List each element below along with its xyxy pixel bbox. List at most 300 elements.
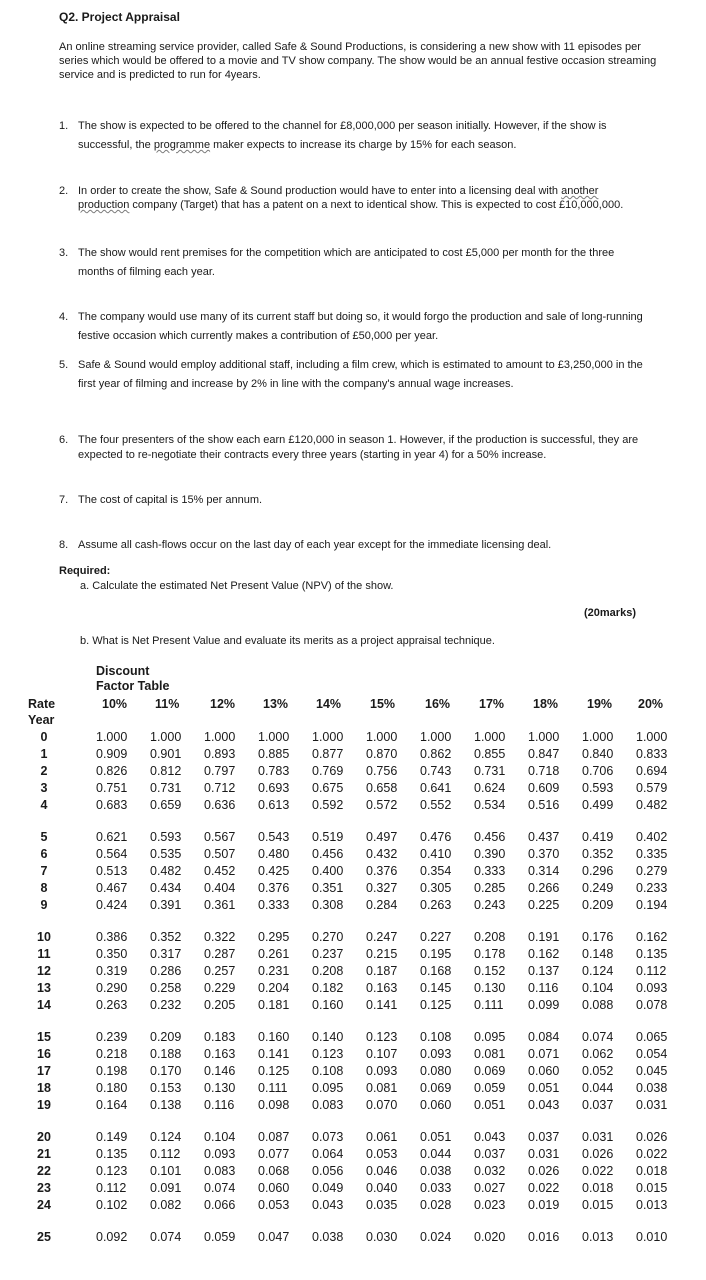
discount-factor-cell: 0.636 bbox=[204, 798, 236, 812]
discount-factor-cell: 0.257 bbox=[204, 964, 236, 978]
discount-factor-cell: 0.082 bbox=[150, 1198, 182, 1212]
year-label: 23 bbox=[37, 1181, 51, 1195]
question-text: In order to create the show, Safe & Sound production would have to enter into a licensing deal with another production company (Target) that has a patent on a next to identical show. This is expected to cost £10,000,000. bbox=[78, 185, 624, 211]
discount-factor-cell: 0.432 bbox=[366, 847, 398, 861]
required-label: Required: bbox=[59, 565, 111, 577]
discount-factor-cell: 0.885 bbox=[258, 747, 290, 761]
discount-factor-cell: 0.093 bbox=[366, 1064, 398, 1078]
discount-factor-cell: 0.054 bbox=[636, 1047, 668, 1061]
discount-factor-cell: 0.141 bbox=[258, 1047, 290, 1061]
discount-factor-cell: 0.112 bbox=[150, 1147, 181, 1161]
discount-factor-cell: 0.140 bbox=[312, 1030, 344, 1044]
year-label: 8 bbox=[40, 881, 48, 895]
discount-factor-cell: 0.107 bbox=[366, 1047, 398, 1061]
discount-factor-cell: 0.019 bbox=[528, 1198, 560, 1212]
discount-factor-cell: 0.694 bbox=[636, 764, 668, 778]
discount-factor-cell: 0.279 bbox=[636, 864, 668, 878]
discount-factor-cell: 0.051 bbox=[420, 1130, 452, 1144]
discount-factor-cell: 0.037 bbox=[528, 1130, 560, 1144]
discount-factor-cell: 0.497 bbox=[366, 830, 398, 844]
discount-factor-cell: 0.022 bbox=[636, 1147, 668, 1161]
discount-factor-cell: 0.180 bbox=[96, 1081, 128, 1095]
discount-factor-cell: 0.145 bbox=[420, 981, 452, 995]
discount-factor-cell: 0.247 bbox=[366, 930, 398, 944]
discount-factor-cell: 0.104 bbox=[204, 1130, 236, 1144]
discount-factor-cell: 0.111 bbox=[258, 1081, 288, 1095]
question-text: Safe & Sound would employ additional staff, including a film crew, which is estimated to amount to £3,250,000 in the first year of filming and increase by 2% in line with the company's annual wage increases. bbox=[78, 359, 643, 390]
discount-factor-cell: 0.051 bbox=[474, 1098, 506, 1112]
rate-column-header: 11% bbox=[155, 697, 180, 711]
discount-factor-cell: 0.084 bbox=[528, 1030, 560, 1044]
discount-factor-cell: 0.543 bbox=[258, 830, 290, 844]
discount-factor-cell: 0.163 bbox=[204, 1047, 236, 1061]
discount-factor-cell: 0.116 bbox=[528, 981, 559, 995]
rate-column-header: 15% bbox=[370, 697, 396, 711]
rate-column-header: 17% bbox=[479, 697, 505, 711]
discount-factor-cell: 0.088 bbox=[582, 998, 614, 1012]
discount-factor-cell: 0.243 bbox=[474, 898, 506, 912]
discount-factor-cell: 0.135 bbox=[636, 947, 668, 961]
discount-factor-cell: 0.613 bbox=[258, 798, 290, 812]
rate-column-header: 14% bbox=[316, 697, 342, 711]
discount-factor-cell: 0.059 bbox=[474, 1081, 506, 1095]
discount-factor-cell: 0.040 bbox=[366, 1181, 398, 1195]
year-header: Year bbox=[28, 713, 55, 727]
discount-factor-cell: 0.718 bbox=[528, 764, 560, 778]
discount-factor-cell: 0.091 bbox=[150, 1181, 182, 1195]
discount-factor-cell: 0.178 bbox=[474, 947, 506, 961]
discount-factor-cell: 0.209 bbox=[582, 898, 614, 912]
discount-factor-cell: 0.476 bbox=[420, 830, 452, 844]
discount-factor-cell: 0.519 bbox=[312, 830, 344, 844]
discount-factor-cell: 0.069 bbox=[420, 1081, 452, 1095]
discount-factor-cell: 0.693 bbox=[258, 781, 290, 795]
discount-factor-cell: 0.070 bbox=[366, 1098, 398, 1112]
discount-factor-cell: 0.507 bbox=[204, 847, 236, 861]
discount-factor-cell: 0.391 bbox=[150, 898, 182, 912]
discount-factor-cell: 0.087 bbox=[258, 1130, 290, 1144]
discount-factor-cell: 0.743 bbox=[420, 764, 452, 778]
year-label: 24 bbox=[37, 1198, 51, 1212]
discount-factor-cell: 0.194 bbox=[636, 898, 668, 912]
discount-factor-cell: 0.870 bbox=[366, 747, 398, 761]
discount-factor-cell: 0.027 bbox=[474, 1181, 506, 1195]
year-label: 12 bbox=[37, 964, 51, 978]
discount-factor-cell: 0.327 bbox=[366, 881, 398, 895]
discount-factor-cell: 0.456 bbox=[312, 847, 344, 861]
discount-factor-cell: 0.187 bbox=[366, 964, 398, 978]
question-text: The company would use many of its current staff but doing so, it would forgo the production and sale of long-running festive occasion which currently makes a contribution of £50,000 per year. bbox=[78, 311, 643, 342]
discount-factor-cell: 0.069 bbox=[474, 1064, 506, 1078]
discount-factor-cell: 0.046 bbox=[366, 1164, 398, 1178]
discount-factor-cell: 0.308 bbox=[312, 898, 344, 912]
discount-factor-cell: 0.229 bbox=[204, 981, 236, 995]
discount-factor-cell: 0.731 bbox=[474, 764, 506, 778]
discount-factor-cell: 0.797 bbox=[204, 764, 236, 778]
discount-factor-cell: 0.102 bbox=[96, 1198, 128, 1212]
discount-factor-cell: 0.081 bbox=[474, 1047, 506, 1061]
discount-factor-cell: 0.204 bbox=[258, 981, 290, 995]
rate-column-header: 13% bbox=[263, 697, 289, 711]
discount-factor-cell: 0.181 bbox=[258, 998, 290, 1012]
discount-factor-cell: 0.170 bbox=[150, 1064, 182, 1078]
discount-factor-cell: 0.176 bbox=[582, 930, 614, 944]
table-title-line-1: Discount bbox=[96, 664, 150, 678]
year-label: 0 bbox=[40, 730, 48, 744]
discount-factor-cell: 0.482 bbox=[636, 798, 668, 812]
discount-factor-cell: 0.564 bbox=[96, 847, 128, 861]
discount-factor-cell: 0.164 bbox=[96, 1098, 128, 1112]
intro-paragraph: An online streaming service provider, called Safe & Sound Productions, is considering a new show with 11 episodes per series which would be offered to a movie and TV show company. The show would be an annual festive occasion streaming service and is predicted to run for 4years. bbox=[59, 41, 657, 81]
discount-factor-cell: 0.400 bbox=[312, 864, 344, 878]
year-label: 15 bbox=[37, 1030, 51, 1044]
year-label: 19 bbox=[37, 1098, 51, 1112]
discount-factor-cell: 0.031 bbox=[582, 1130, 614, 1144]
discount-factor-cell: 0.499 bbox=[582, 798, 614, 812]
discount-factor-cell: 0.153 bbox=[150, 1081, 182, 1095]
discount-factor-cell: 0.592 bbox=[312, 798, 344, 812]
discount-factor-cell: 0.322 bbox=[204, 930, 236, 944]
discount-factor-cell: 0.182 bbox=[312, 981, 344, 995]
discount-factor-cell: 0.706 bbox=[582, 764, 614, 778]
discount-factor-cell: 0.124 bbox=[150, 1130, 182, 1144]
discount-factor-cell: 0.081 bbox=[366, 1081, 398, 1095]
discount-factor-cell: 0.162 bbox=[636, 930, 668, 944]
discount-factor-cell: 0.038 bbox=[636, 1081, 668, 1095]
discount-factor-cell: 0.482 bbox=[150, 864, 182, 878]
discount-factor-cell: 0.425 bbox=[258, 864, 290, 878]
discount-factor-cell: 0.031 bbox=[636, 1098, 668, 1112]
question-number: 5. bbox=[59, 359, 69, 371]
discount-factor-cell: 0.352 bbox=[150, 930, 182, 944]
marks-label: (20marks) bbox=[584, 607, 636, 619]
discount-factor-cell: 0.361 bbox=[204, 898, 236, 912]
discount-factor-cell: 0.160 bbox=[312, 998, 344, 1012]
discount-factor-cell: 0.712 bbox=[204, 781, 236, 795]
year-label: 1 bbox=[40, 747, 48, 761]
discount-factor-cell: 0.893 bbox=[204, 747, 236, 761]
year-label: 7 bbox=[40, 864, 48, 878]
discount-factor-cell: 1.000 bbox=[204, 730, 236, 744]
discount-factor-cell: 0.609 bbox=[528, 781, 560, 795]
discount-factor-cell: 0.208 bbox=[474, 930, 506, 944]
discount-factor-cell: 0.015 bbox=[582, 1198, 614, 1212]
discount-factor-cell: 0.376 bbox=[258, 881, 290, 895]
discount-factor-cell: 0.022 bbox=[528, 1181, 560, 1195]
discount-factor-cell: 0.031 bbox=[528, 1147, 560, 1161]
discount-factor-cell: 0.191 bbox=[528, 930, 560, 944]
discount-factor-cell: 0.016 bbox=[528, 1230, 560, 1244]
discount-factor-cell: 0.352 bbox=[582, 847, 614, 861]
discount-factor-cell: 0.319 bbox=[96, 964, 128, 978]
discount-factor-cell: 0.123 bbox=[312, 1047, 344, 1061]
discount-factor-cell: 0.026 bbox=[636, 1130, 668, 1144]
question-text: The cost of capital is 15% per annum. bbox=[78, 494, 263, 506]
discount-factor-cell: 0.037 bbox=[474, 1147, 506, 1161]
year-label: 16 bbox=[37, 1047, 51, 1061]
year-label: 6 bbox=[40, 847, 48, 861]
discount-factor-cell: 0.028 bbox=[420, 1198, 452, 1212]
discount-factor-cell: 0.030 bbox=[366, 1230, 398, 1244]
discount-factor-cell: 0.295 bbox=[258, 930, 290, 944]
discount-factor-cell: 0.059 bbox=[204, 1230, 236, 1244]
year-label: 10 bbox=[37, 930, 51, 944]
discount-factor-cell: 0.022 bbox=[582, 1164, 614, 1178]
discount-factor-cell: 0.287 bbox=[204, 947, 236, 961]
discount-factor-cell: 0.123 bbox=[96, 1164, 128, 1178]
discount-factor-cell: 0.263 bbox=[96, 998, 128, 1012]
discount-factor-cell: 0.624 bbox=[474, 781, 506, 795]
discount-factor-cell: 0.033 bbox=[420, 1181, 452, 1195]
discount-factor-cell: 0.513 bbox=[96, 864, 128, 878]
discount-factor-cell: 0.756 bbox=[366, 764, 398, 778]
year-label: 9 bbox=[40, 898, 48, 912]
discount-factor-cell: 0.111 bbox=[474, 998, 504, 1012]
table-title-line-2: Factor Table bbox=[96, 679, 170, 693]
discount-factor-cell: 0.045 bbox=[636, 1064, 668, 1078]
question-title: Q2. Project Appraisal bbox=[59, 10, 180, 24]
question-number: 7. bbox=[59, 494, 69, 506]
discount-factor-cell: 0.812 bbox=[150, 764, 182, 778]
discount-factor-cell: 0.052 bbox=[582, 1064, 614, 1078]
discount-factor-cell: 0.456 bbox=[474, 830, 506, 844]
discount-factor-cell: 0.862 bbox=[420, 747, 452, 761]
year-label: 20 bbox=[37, 1130, 51, 1144]
discount-factor-cell: 0.847 bbox=[528, 747, 560, 761]
discount-factor-cell: 0.043 bbox=[528, 1098, 560, 1112]
year-label: 3 bbox=[40, 781, 48, 795]
discount-factor-cell: 0.101 bbox=[150, 1164, 182, 1178]
discount-factor-cell: 0.064 bbox=[312, 1147, 344, 1161]
question-number: 8. bbox=[59, 539, 69, 551]
discount-factor-cell: 0.051 bbox=[528, 1081, 560, 1095]
discount-factor-cell: 0.534 bbox=[474, 798, 506, 812]
discount-factor-cell: 0.386 bbox=[96, 930, 128, 944]
discount-factor-cell: 0.148 bbox=[582, 947, 614, 961]
discount-factor-cell: 1.000 bbox=[474, 730, 506, 744]
discount-factor-cell: 0.227 bbox=[420, 930, 452, 944]
discount-factor-cell: 0.826 bbox=[96, 764, 128, 778]
discount-factor-cell: 0.123 bbox=[366, 1030, 398, 1044]
rate-column-header: 19% bbox=[587, 697, 613, 711]
year-label: 13 bbox=[37, 981, 51, 995]
discount-factor-cell: 0.833 bbox=[636, 747, 668, 761]
discount-factor-cell: 0.095 bbox=[312, 1081, 344, 1095]
question-number: 2. bbox=[59, 185, 69, 197]
discount-factor-cell: 1.000 bbox=[312, 730, 344, 744]
year-label: 17 bbox=[37, 1064, 51, 1078]
discount-factor-cell: 0.233 bbox=[636, 881, 668, 895]
discount-factor-cell: 0.065 bbox=[636, 1030, 668, 1044]
discount-factor-cell: 0.239 bbox=[96, 1030, 128, 1044]
discount-factor-cell: 0.038 bbox=[420, 1164, 452, 1178]
discount-factor-cell: 0.044 bbox=[582, 1081, 614, 1095]
discount-factor-cell: 0.419 bbox=[582, 830, 614, 844]
discount-factor-cell: 1.000 bbox=[636, 730, 668, 744]
discount-factor-cell: 0.237 bbox=[312, 947, 344, 961]
discount-factor-cell: 0.195 bbox=[420, 947, 452, 961]
year-label: 25 bbox=[37, 1230, 51, 1244]
discount-factor-cell: 0.093 bbox=[636, 981, 668, 995]
discount-factor-cell: 0.183 bbox=[204, 1030, 236, 1044]
discount-factor-cell: 0.658 bbox=[366, 781, 398, 795]
discount-factor-cell: 0.579 bbox=[636, 781, 668, 795]
discount-factor-cell: 0.261 bbox=[258, 947, 290, 961]
discount-factor-cell: 0.018 bbox=[636, 1164, 668, 1178]
discount-factor-cell: 0.552 bbox=[420, 798, 452, 812]
discount-factor-cell: 0.231 bbox=[258, 964, 290, 978]
discount-factor-cell: 0.038 bbox=[312, 1230, 344, 1244]
discount-factor-cell: 0.130 bbox=[204, 1081, 236, 1095]
discount-factor-cell: 0.093 bbox=[204, 1147, 236, 1161]
discount-factor-cell: 0.286 bbox=[150, 964, 182, 978]
discount-factor-cell: 0.354 bbox=[420, 864, 452, 878]
discount-factor-cell: 1.000 bbox=[582, 730, 614, 744]
discount-factor-cell: 0.480 bbox=[258, 847, 290, 861]
discount-factor-cell: 0.068 bbox=[258, 1164, 290, 1178]
discount-factor-cell: 0.074 bbox=[150, 1230, 182, 1244]
discount-factor-cell: 0.053 bbox=[258, 1198, 290, 1212]
discount-factor-cell: 0.160 bbox=[258, 1030, 290, 1044]
discount-factor-cell: 0.572 bbox=[366, 798, 398, 812]
question-text: The four presenters of the show each earn £120,000 in season 1. However, if the production is successful, they are expected to re-negotiate their contracts every three years (starting in year 4) for a 50% increase. bbox=[78, 434, 639, 461]
discount-factor-cell: 0.205 bbox=[204, 998, 236, 1012]
discount-factor-cell: 0.141 bbox=[366, 998, 398, 1012]
discount-factor-cell: 1.000 bbox=[150, 730, 182, 744]
discount-factor-cell: 0.137 bbox=[528, 964, 560, 978]
discount-factor-cell: 0.769 bbox=[312, 764, 344, 778]
question-number: 6. bbox=[59, 434, 69, 446]
question-number: 4. bbox=[59, 311, 69, 323]
discount-factor-cell: 0.855 bbox=[474, 747, 506, 761]
discount-factor-cell: 0.074 bbox=[204, 1181, 236, 1195]
discount-factor-cell: 0.208 bbox=[312, 964, 344, 978]
discount-factor-cell: 0.593 bbox=[150, 830, 182, 844]
discount-factor-cell: 0.270 bbox=[312, 930, 344, 944]
discount-factor-cell: 0.370 bbox=[528, 847, 560, 861]
discount-factor-cell: 1.000 bbox=[528, 730, 560, 744]
discount-factor-cell: 0.434 bbox=[150, 881, 182, 895]
discount-factor-cell: 0.020 bbox=[474, 1230, 506, 1244]
discount-factor-cell: 0.023 bbox=[474, 1198, 506, 1212]
rate-column-header: 12% bbox=[210, 697, 236, 711]
discount-factor-cell: 0.053 bbox=[366, 1147, 398, 1161]
discount-factor-cell: 0.116 bbox=[204, 1098, 235, 1112]
discount-factor-cell: 0.567 bbox=[204, 830, 236, 844]
discount-factor-cell: 0.751 bbox=[96, 781, 128, 795]
discount-factor-cell: 0.060 bbox=[258, 1181, 290, 1195]
discount-factor-cell: 1.000 bbox=[366, 730, 398, 744]
rate-column-header: 20% bbox=[638, 697, 664, 711]
discount-factor-cell: 0.305 bbox=[420, 881, 452, 895]
discount-factor-cell: 0.047 bbox=[258, 1230, 290, 1244]
discount-factor-cell: 0.877 bbox=[312, 747, 344, 761]
discount-factor-cell: 0.333 bbox=[474, 864, 506, 878]
discount-factor-cell: 0.168 bbox=[420, 964, 452, 978]
discount-factor-cell: 0.060 bbox=[420, 1098, 452, 1112]
discount-factor-cell: 0.266 bbox=[528, 881, 560, 895]
discount-factor-cell: 0.015 bbox=[636, 1181, 668, 1195]
discount-factor-cell: 0.333 bbox=[258, 898, 290, 912]
requirement-a: a. Calculate the estimated Net Present Value (NPV) of the show. bbox=[80, 580, 394, 592]
discount-factor-cell: 0.083 bbox=[312, 1098, 344, 1112]
discount-factor-cell: 0.901 bbox=[150, 747, 182, 761]
discount-factor-cell: 0.209 bbox=[150, 1030, 182, 1044]
discount-factor-cell: 0.152 bbox=[474, 964, 506, 978]
year-label: 11 bbox=[37, 947, 51, 961]
discount-factor-cell: 0.149 bbox=[96, 1130, 128, 1144]
discount-factor-cell: 0.146 bbox=[204, 1064, 236, 1078]
discount-factor-cell: 0.108 bbox=[420, 1030, 452, 1044]
discount-factor-cell: 0.198 bbox=[96, 1064, 128, 1078]
discount-factor-cell: 0.026 bbox=[528, 1164, 560, 1178]
discount-factor-cell: 0.043 bbox=[474, 1130, 506, 1144]
discount-factor-cell: 0.351 bbox=[312, 881, 344, 895]
discount-factor-cell: 0.037 bbox=[582, 1098, 614, 1112]
discount-factor-cell: 0.130 bbox=[474, 981, 506, 995]
rate-column-header: 18% bbox=[533, 697, 559, 711]
rate-column-header: 16% bbox=[425, 697, 451, 711]
discount-factor-cell: 0.162 bbox=[528, 947, 560, 961]
discount-factor-cell: 0.049 bbox=[312, 1181, 344, 1195]
discount-factor-cell: 0.043 bbox=[312, 1198, 344, 1212]
discount-factor-cell: 0.066 bbox=[204, 1198, 236, 1212]
discount-factor-cell: 0.317 bbox=[150, 947, 182, 961]
discount-factor-cell: 0.061 bbox=[366, 1130, 398, 1144]
discount-factor-cell: 0.092 bbox=[96, 1230, 128, 1244]
discount-factor-cell: 0.683 bbox=[96, 798, 128, 812]
discount-factor-cell: 0.104 bbox=[582, 981, 614, 995]
discount-factor-cell: 0.035 bbox=[366, 1198, 398, 1212]
discount-factor-cell: 0.390 bbox=[474, 847, 506, 861]
discount-factor-cell: 0.188 bbox=[150, 1047, 182, 1061]
discount-factor-cell: 0.350 bbox=[96, 947, 128, 961]
discount-factor-cell: 0.376 bbox=[366, 864, 398, 878]
discount-factor-cell: 0.138 bbox=[150, 1098, 182, 1112]
discount-factor-cell: 0.731 bbox=[150, 781, 182, 795]
discount-factor-cell: 0.641 bbox=[420, 781, 452, 795]
discount-factor-cell: 0.098 bbox=[258, 1098, 290, 1112]
discount-factor-cell: 0.621 bbox=[96, 830, 128, 844]
discount-factor-cell: 0.077 bbox=[258, 1147, 290, 1161]
discount-factor-cell: 0.249 bbox=[582, 881, 614, 895]
discount-factor-cell: 0.659 bbox=[150, 798, 182, 812]
discount-factor-cell: 0.018 bbox=[582, 1181, 614, 1195]
discount-factor-cell: 0.675 bbox=[312, 781, 344, 795]
discount-factor-cell: 0.095 bbox=[474, 1030, 506, 1044]
discount-factor-cell: 0.225 bbox=[528, 898, 560, 912]
discount-factor-cell: 0.010 bbox=[636, 1230, 668, 1244]
discount-factor-cell: 0.232 bbox=[150, 998, 182, 1012]
discount-factor-cell: 0.410 bbox=[420, 847, 452, 861]
discount-factor-cell: 0.093 bbox=[420, 1047, 452, 1061]
year-label: 21 bbox=[37, 1147, 51, 1161]
discount-factor-cell: 0.062 bbox=[582, 1047, 614, 1061]
discount-factor-cell: 0.516 bbox=[528, 798, 560, 812]
discount-factor-cell: 0.056 bbox=[312, 1164, 344, 1178]
question-text: Assume all cash-flows occur on the last day of each year except for the immediate licensing deal. bbox=[78, 539, 552, 551]
discount-factor-cell: 0.013 bbox=[636, 1198, 668, 1212]
discount-factor-cell: 0.335 bbox=[636, 847, 668, 861]
discount-factor-cell: 0.078 bbox=[636, 998, 668, 1012]
discount-factor-cell: 0.074 bbox=[582, 1030, 614, 1044]
rate-header: Rate bbox=[28, 697, 56, 711]
question-number: 3. bbox=[59, 247, 69, 259]
table-title bbox=[96, 664, 169, 694]
discount-factor-cell: 0.452 bbox=[204, 864, 236, 878]
discount-factor-cell: 1.000 bbox=[258, 730, 290, 744]
year-label: 18 bbox=[37, 1081, 51, 1095]
